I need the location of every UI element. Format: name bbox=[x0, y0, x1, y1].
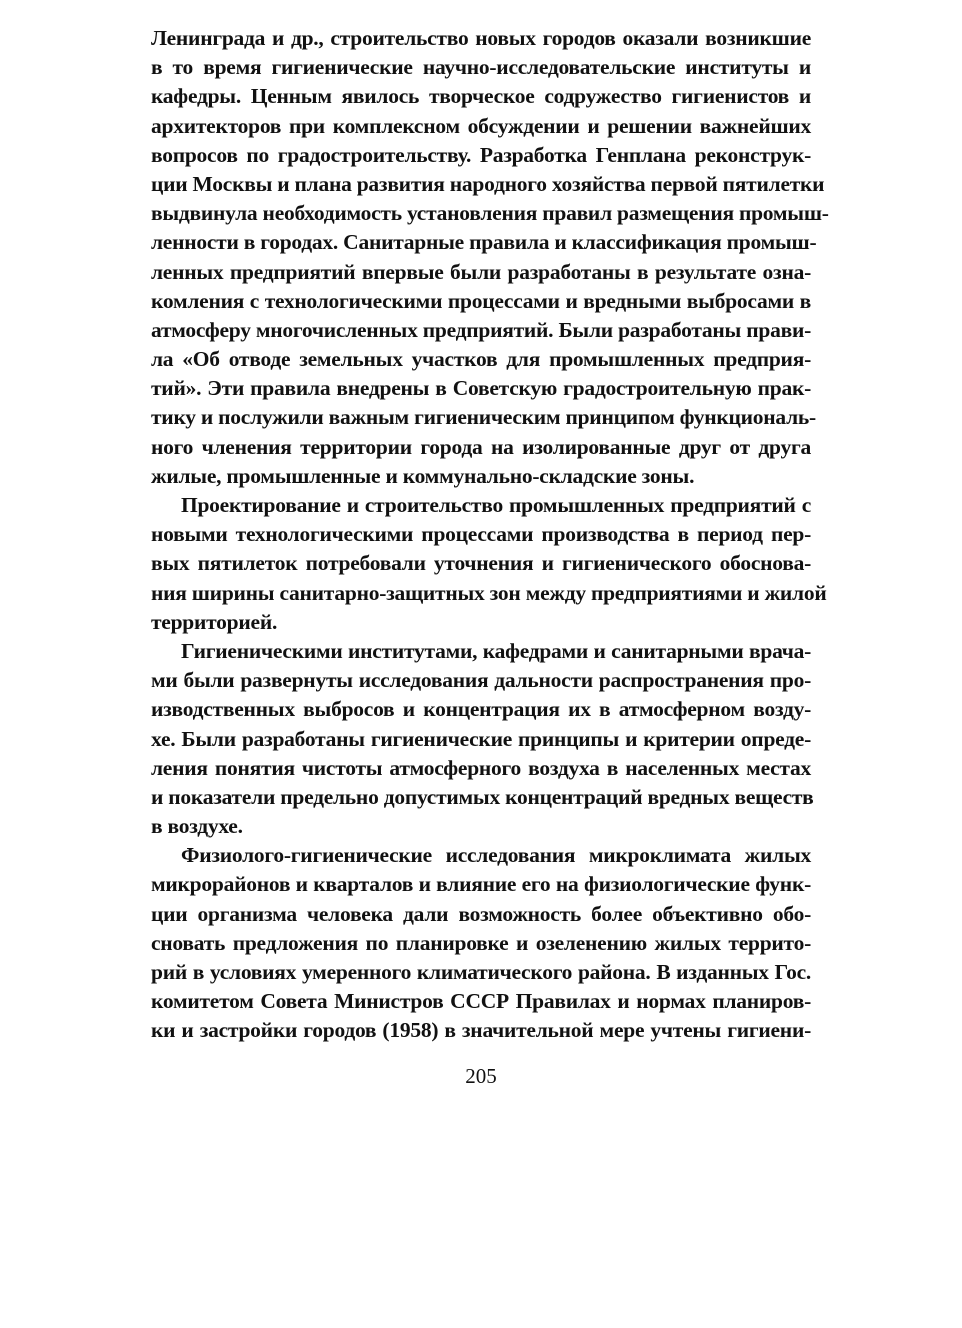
text-line: тий». Эти правила внедрены в Советскую градостроительную прак- bbox=[151, 376, 811, 401]
text-line: ленных предприятий впервые были разработаны в результате озна- bbox=[151, 259, 811, 284]
text-line: кафедры. Ценным явилось творческое содружество гигиенистов и bbox=[151, 84, 811, 109]
text-line: ления понятия чистоты атмосферного воздуха в населенных местах bbox=[151, 755, 811, 780]
text-line: сновать предложения по планировке и озеленению жилых террито- bbox=[151, 930, 811, 955]
text-line: ленности в городах. Санитарные правила и классификация промыш- bbox=[151, 230, 817, 255]
text-line: жилые, промышленные и коммунально-складские зоны. bbox=[151, 463, 695, 488]
text-line: ла «Об отводе земельных участков для промышленных предприя- bbox=[151, 347, 811, 372]
text-line: выдвинула необходимость установления правил размещения промыш- bbox=[151, 201, 829, 226]
text-line: комитетом Совета Министров СССР Правилах и нормах планиров- bbox=[151, 989, 811, 1014]
paragraph-2 bbox=[151, 491, 827, 637]
text-line: вых пятилеток потребовали уточнения и гигиенического обоснова- bbox=[151, 551, 811, 576]
text-line: территорией. bbox=[151, 609, 278, 634]
text-line: атмосферу многочисленных предприятий. Были разработаны прави- bbox=[151, 317, 811, 342]
text-line: ния ширины санитарно-защитных зон между предприятиями и жилой bbox=[151, 580, 827, 605]
text-line: ции организма человека дали возможность более объективно обо- bbox=[151, 901, 811, 926]
text-line: ции Москвы и плана развития народного хозяйства первой пятилетки bbox=[151, 171, 825, 196]
paragraph-3 bbox=[151, 637, 814, 841]
text-line: новыми технологическими процессами производства в период пер- bbox=[151, 522, 811, 547]
text-line: изводственных выбросов и концентрация их в атмосферном возду- bbox=[151, 697, 811, 722]
text-line: Физиолого-гигиенические исследования микроклимата жилых bbox=[181, 843, 811, 868]
text-line: в воздухе. bbox=[151, 814, 243, 839]
text-line: микрорайонов и кварталов и влияние его на физиологические функ- bbox=[151, 872, 811, 897]
text-line: ного членения территории города на изолированные друг от друга bbox=[151, 434, 811, 459]
page-number: 205 bbox=[465, 1064, 497, 1088]
paragraph-1 bbox=[151, 24, 829, 491]
text-line: хе. Были разработаны гигиенические принципы и критерии опреде- bbox=[151, 726, 811, 751]
text-line: в то время гигиенические научно-исследовательские институты и bbox=[151, 55, 811, 80]
text-line: Ленинграда и др., строительство новых городов оказали возникшие bbox=[151, 26, 811, 50]
text-line: комления с технологическими процессами и вредными выбросами в bbox=[151, 288, 811, 313]
text-line: Проектирование и строительство промышленных предприятий с bbox=[181, 493, 811, 517]
text-line: Гигиеническими институтами, кафедрами и санитарными врача- bbox=[181, 638, 811, 663]
text-line: рий в условиях умеренного климатического района. В изданных Гос. bbox=[151, 960, 811, 984]
text-line: ки и застройки городов (1958) в значительной мере учтены гигиени- bbox=[151, 1018, 811, 1043]
text-line: вопросов по градостроительству. Разработка Генплана реконструк- bbox=[151, 142, 811, 167]
text-line: архитекторов при комплексном обсуждении и решении важнейших bbox=[151, 113, 811, 138]
text-line: тику и послужили важным гигиеническим принципом функциональ- bbox=[151, 405, 816, 430]
text-line: и показатели предельно допустимых концентраций вредных веществ bbox=[151, 784, 814, 809]
body-text bbox=[151, 24, 829, 1046]
text-line: ми были развернуты исследования дальности распространения про- bbox=[151, 668, 811, 693]
paragraph-4 bbox=[151, 841, 811, 1045]
